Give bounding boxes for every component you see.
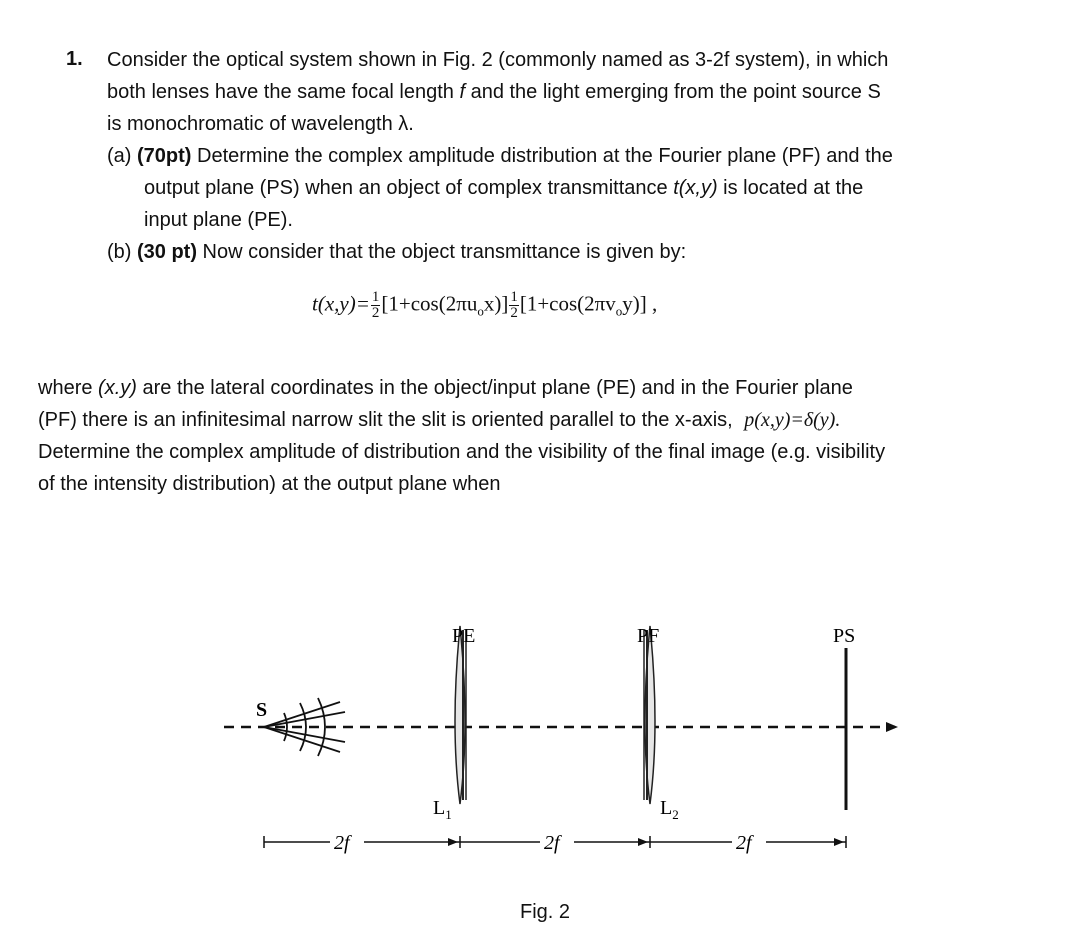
- intro-line-2-text: both lenses have the same focal length: [107, 81, 460, 103]
- ps-label: PS: [833, 625, 856, 647]
- pe-label: PE: [452, 625, 476, 647]
- distance-label-3: 2f: [736, 832, 752, 854]
- where-line-1: [38, 376, 853, 400]
- part-b-line-1-rest: Now consider that the object transmittance is given by:: [197, 241, 687, 263]
- eq-frac-1-den: 2: [371, 305, 380, 321]
- intro-line-3: is monochromatic of wavelength λ.: [107, 113, 414, 135]
- figure-caption: Fig. 2: [520, 901, 571, 923]
- intro-line-2: [107, 80, 881, 104]
- part-a-line-2-pre: output plane (PS) when an object of complex transmittance: [144, 177, 674, 199]
- part-b-points: (30 pt): [137, 241, 197, 263]
- part-a-line-2-math: t(x,y): [673, 177, 718, 199]
- where-line-1-post: are the lateral coordinates in the object/input plane (PE) and in the Fourier plane: [136, 377, 853, 399]
- where-line-2-text: (PF) there is an infinitesimal narrow slit the slit is oriented parallel to the x-axis,: [38, 409, 733, 431]
- eq-term-2: [1+cos(2πv: [519, 291, 616, 316]
- part-a-line-2: [144, 176, 863, 200]
- problem-number: 1.: [66, 48, 83, 70]
- eq-fraction-1: [371, 290, 381, 321]
- where-line-2: [38, 408, 840, 432]
- eq-sub-1: o: [477, 303, 484, 319]
- part-a-line-1-rest: Determine the complex amplitude distribution at the Fourier plane (PF) and the: [191, 145, 893, 167]
- pf-label: PF: [637, 625, 660, 647]
- eq-lhs: t(x,y)=: [312, 291, 370, 316]
- part-a-line-1: [107, 144, 893, 168]
- focal-length-symbol: f: [459, 81, 466, 103]
- eq-fraction-2: [509, 290, 519, 321]
- eq-frac-1-num: 1: [371, 289, 380, 305]
- eq-sub-2: o: [615, 303, 623, 319]
- eq-term-1: [1+cos(2πu: [381, 291, 478, 316]
- lens-2-subscript: 2: [672, 807, 679, 822]
- distance-label-2: 2f: [544, 832, 560, 854]
- lens-1-letter: L: [433, 797, 446, 819]
- lens-1-shape: [455, 626, 466, 804]
- eq-frac-2-den: 2: [510, 305, 518, 321]
- source-label: S: [256, 699, 268, 721]
- where-line-3: Determine the complex amplitude of distribution and the visibility of the final image (e.g. visibility: [38, 441, 886, 463]
- part-b-label: (b): [107, 241, 137, 263]
- transmittance-equation: [312, 290, 657, 321]
- intro-line-1: Consider the optical system shown in Fig. 2 (commonly named as 3-2f system), in which: [107, 49, 889, 71]
- distance-label-1: 2f: [334, 832, 350, 854]
- eq-term-2-end: y)] ,: [622, 291, 658, 316]
- optical-system-figure: [0, 600, 1092, 900]
- lens-2-letter: L: [660, 797, 673, 819]
- where-line-4: of the intensity distribution) at the output plane when: [38, 473, 501, 495]
- intro-line-2-rest: and the light emerging from the point source S: [465, 81, 881, 103]
- where-line-1-math: (x.y): [98, 377, 137, 399]
- part-a-line-2-post: is located at the: [717, 177, 864, 199]
- eq-frac-2-num: 1: [510, 289, 518, 305]
- axis-arrow-icon: [886, 722, 898, 732]
- lens-2-shape: [644, 626, 655, 804]
- lens-1-subscript: 1: [445, 807, 452, 822]
- part-a-points: (70pt): [137, 145, 192, 167]
- part-b-line-1: [107, 240, 686, 264]
- slit-function: p(x,y)=δ(y).: [744, 409, 841, 431]
- lens-2-label: [660, 797, 679, 822]
- lens-1-label: [433, 797, 452, 822]
- eq-term-1-end: x)]: [483, 291, 509, 316]
- part-a-line-3: input plane (PE).: [144, 209, 293, 231]
- where-line-1-pre: where: [38, 377, 99, 399]
- part-a-label: (a): [107, 145, 137, 167]
